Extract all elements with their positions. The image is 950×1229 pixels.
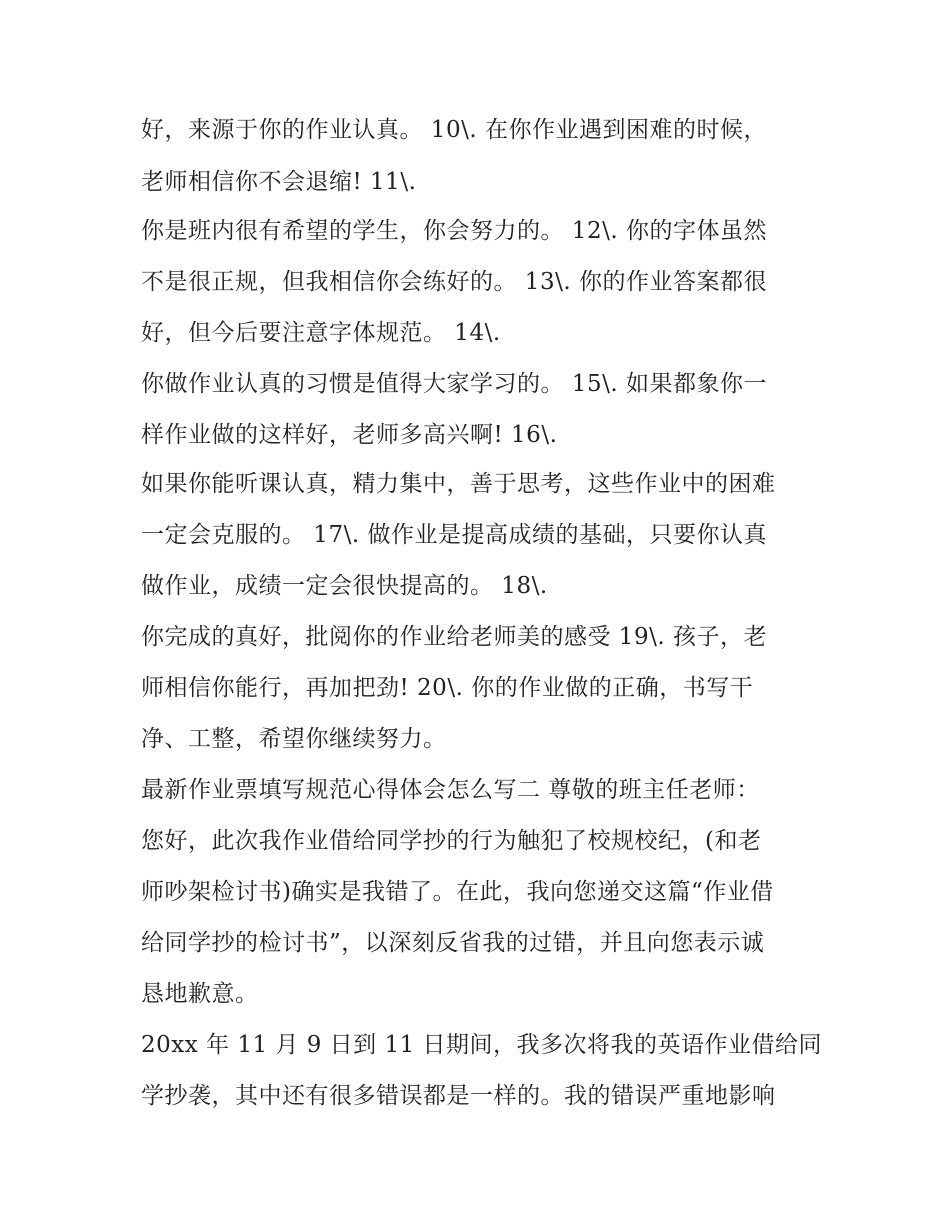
text-line: 师相信你能行，再加把劲! 20\. 你的作业做的正确，书写干: [141, 675, 754, 701]
text-line: 净、工整，希望你继续努力。: [141, 726, 447, 752]
text-line: 如果你能听课认真，精力集中，善于思考，这些作业中的困难: [141, 471, 776, 497]
text-line: 您好，此次我作业借给同学抄的行为触犯了校规校纪，(和老: [141, 828, 762, 854]
text-line: 给同学抄的检讨书”，以深刻反省我的过错，并且向您表示诚: [141, 930, 765, 956]
text-line: 学抄袭，其中还有很多错误都是一样的。我的错误严重地影响: [141, 1083, 776, 1109]
text-line: 样作业做的这样好，老师多高兴啊! 16\.: [141, 422, 558, 448]
text-line: 做作业，成绩一定会很快提高的。 18\.: [141, 573, 548, 599]
text-line: 你做作业认真的习惯是值得大家学习的。 15\. 如果都象你一: [141, 371, 767, 397]
text-line: 好，来源于你的作业认真。 10\. 在你作业遇到困难的时候，: [141, 117, 767, 143]
text-line: 你完成的真好，批阅你的作业给老师美的感受 19\. 孩子，老: [141, 624, 767, 650]
text-line: 你是班内很有希望的学生，你会努力的。 12\. 你的字体虽然: [141, 218, 767, 244]
text-line: 一定会克服的。 17\. 做作业是提高成绩的基础，只要你认真: [141, 522, 767, 548]
text-line: 老师相信你不会退缩! 11\.: [141, 169, 417, 195]
text-line: 最新作业票填写规范心得体会怎么写二 尊敬的班主任老师：: [141, 777, 760, 803]
text-line: 恳地歉意。: [141, 981, 259, 1007]
text-line: 好，但今后要注意字体规范。 14\.: [141, 320, 501, 346]
text-line: 不是很正规，但我相信你会练好的。 13\. 你的作业答案都很: [141, 269, 767, 295]
text-line: 20xx 年 11 月 9 日到 11 日期间，我多次将我的英语作业借给同: [141, 1032, 823, 1058]
text-line: 师吵架检讨书)确实是我错了。在此，我向您递交这篇“作业借: [141, 879, 774, 905]
